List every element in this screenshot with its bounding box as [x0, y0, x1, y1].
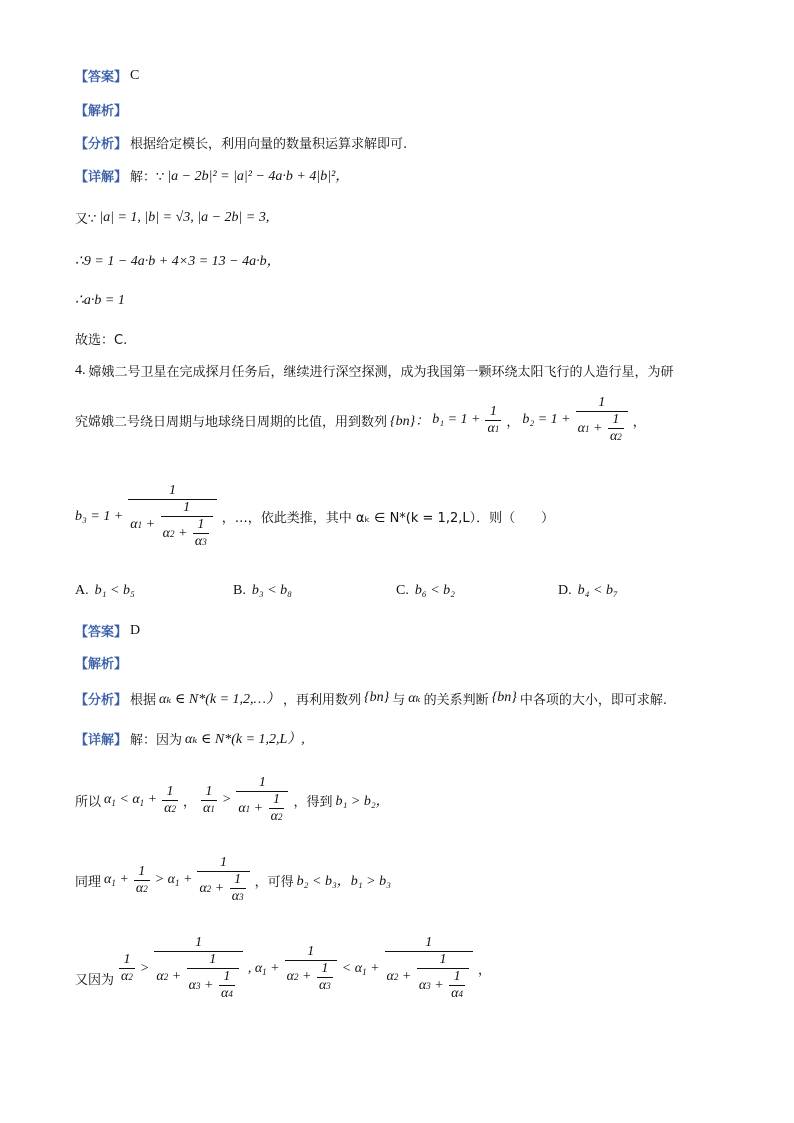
sequence-b: {bn}： — [390, 414, 430, 430]
frac-nested-5: 1 α 2 + 1 α 3 + 1 α 4 — [385, 935, 473, 1002]
answer-value-2: D — [130, 622, 141, 638]
suoyi-line: 所以 $\alpha_1 < \alpha_1$ + 1 α 2 ， 1 α 1 > 1 α 1 + 1 α 2 ，得到 b₁ > b₂， — [75, 775, 390, 825]
answer-line-2 — [75, 621, 140, 640]
question-4-line-1 — [75, 361, 674, 380]
answer-value: C — [130, 67, 140, 83]
youyinwei-line: 又因为 1 α 2 > 1 α 2 + 1 α 3 + 1 α 4 , $\alpha_1$ + 1 α 2 + 1 α 3 < $\alpha_1$ + 1 α 2 + 1 α 3 + 1 α 4 ， — [75, 935, 492, 1002]
fenxi-tag-2: 【分析】 — [75, 692, 128, 708]
detail-line-1 — [75, 165, 349, 185]
question-4-line-3 — [75, 483, 554, 550]
tongli-line: 同理 $\alpha_1$ + 1 α 2 > $\alpha_1$ + 1 α 2 + 1 α 3 ，可得 b₂ < b₃，b₁ > b₃ — [75, 855, 391, 905]
analysis-tag: 【解析】 — [75, 104, 128, 119]
question-text-1: 嫦娥二号卫星在完成探月任务后，继续进行深空探测，成为我国第一颗环绕太阳飞行的人造行星，为研 — [88, 365, 674, 380]
condition: αₖ ∈ N*(k = 1,2,…） — [159, 692, 280, 707]
detail-lead: 解：∵ — [130, 169, 165, 185]
answer-tag-2: 【答案】 — [75, 625, 128, 640]
b1-lead: b₁ = 1 + — [432, 412, 481, 428]
fenxi-text: 根据给定模长，利用向量的数量积运算求解即可. — [130, 137, 408, 152]
answer-tag: 【答案】 — [75, 70, 128, 85]
answer-line-1 — [75, 66, 139, 85]
b1-fraction: 1 α 1 — [487, 403, 500, 436]
analysis-tag-2: 【解析】 — [75, 657, 128, 672]
therefore-line-2: ∴a·b = 1 — [75, 293, 125, 308]
b2-fraction: 1 α 1 + 1 α 2 — [576, 395, 628, 445]
analysis-line-1 — [75, 133, 407, 152]
given-line — [75, 208, 269, 227]
b3-fraction: 1 α 1 + 1 α 2 + 1 α 3 — [128, 483, 216, 550]
frac-nested-2: 1 α 2 + 1 α 3 — [197, 855, 249, 905]
option-b[interactable]: B. b₃ < b₈ — [233, 583, 293, 598]
therefore-line-1: ∴9 = 1 − 4a·b + 4×3 = 13 − 4a·b， — [75, 254, 281, 269]
question-number: 4. — [75, 362, 86, 378]
vector-equation: |a − 2b|² = |a|² − 4a·b + 4|b|²， — [167, 169, 350, 184]
question-text-2: 究嫦娥二号绕日周期与地球绕日周期的比值，用到数列 — [75, 414, 388, 430]
given-lead: 又∵ — [75, 212, 97, 227]
question-4-line-2: 究嫦娥二号绕日周期与地球绕日周期的比值，用到数列 {bn}： b₁ = 1 + 1 α 1 ， b₂ = 1 + 1 α 1 + 1 α 2 ， — [75, 395, 646, 445]
fenxi-tag: 【分析】 — [75, 137, 128, 152]
b3-lead: b₃ = 1 + — [75, 508, 124, 524]
option-c[interactable]: C. b₆ < b₂ — [396, 583, 456, 598]
frac-1-a1: 1 α 1 — [203, 783, 215, 816]
question-tail: ，…，依此类推，其中 αₖ ∈ N*(k = 1,2,L）．则（ ） — [221, 511, 555, 527]
b2-lead: b₂ = 1 + — [522, 412, 571, 428]
option-a[interactable]: A. b₁ < b₅ — [75, 583, 135, 598]
detail-line-2: 【详解】 解：因为 αₖ ∈ N*(k = 1,2,L）, — [75, 728, 305, 748]
analysis-line-2: 【分析】 根据 αₖ ∈ N*(k = 1,2,…） ，再利用数列 {bn} 与 αₖ 的关系判断 {bn} 中各项的大小，即可求解. — [75, 690, 668, 708]
given-equation: |a| = 1, |b| = √3, |a − 2b| = 3, — [99, 209, 270, 225]
frac-nested-3: 1 α 2 + 1 α 3 + 1 α 4 — [154, 935, 242, 1002]
choice-line: 故选：C. — [75, 333, 128, 348]
detail-tag-2: 【详解】 — [75, 732, 128, 748]
option-d[interactable]: D. b₄ < b₇ — [558, 583, 618, 598]
frac-1-a2: 1 α 2 — [164, 783, 176, 816]
frac-nested-4: 1 α 2 + 1 α 3 — [285, 944, 337, 994]
detail-tag: 【详解】 — [75, 169, 128, 185]
frac-nested-1: 1 α 1 + 1 α 2 — [236, 775, 288, 825]
